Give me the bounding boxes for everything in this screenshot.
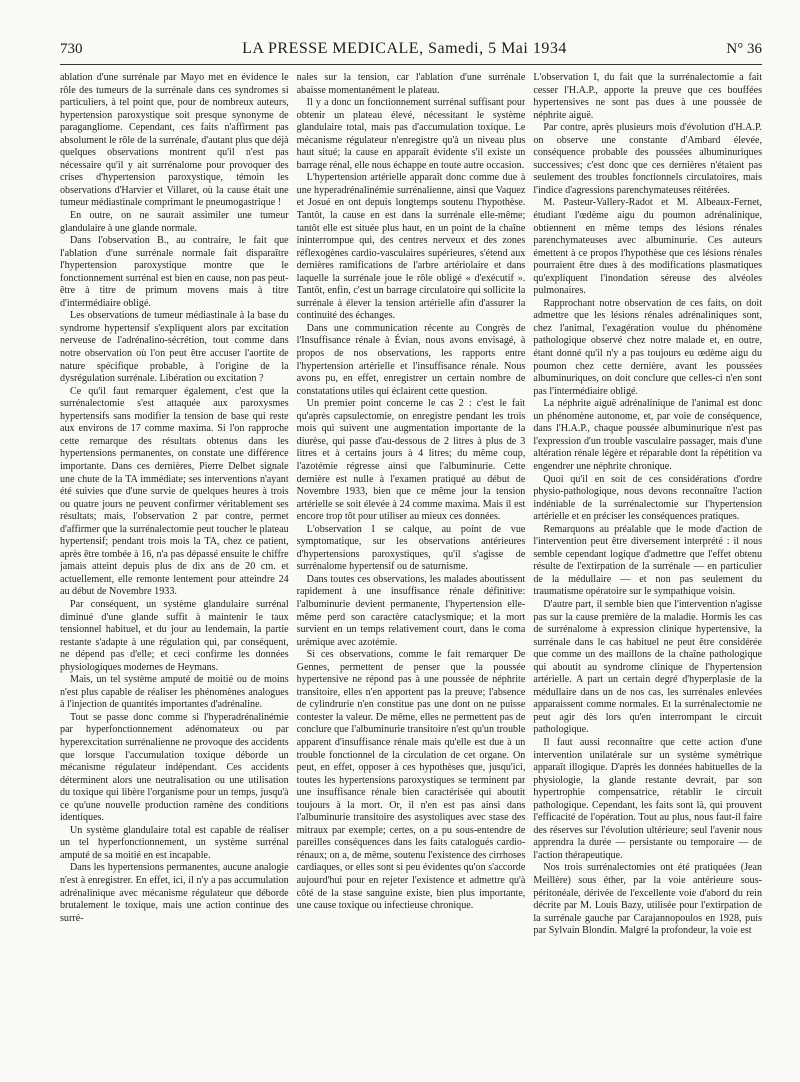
column-1 — [60, 72, 289, 1076]
paragraph: La néphrite aiguë adrénalinique de l'animal est donc un phénomène autonome, et, par voie de conséquence, dans l'H.A.P., chaque poussée albuminurique n'est pas l'expression d'un trouble vasculaire passager, mais d'une altération rénale légère et réparable dont la répétition va engendrer une néphrite chronique. — [533, 398, 762, 472]
paragraph: nales sur la tension, car l'ablation d'une surrénale abaisse momentanément le plateau. — [296, 72, 526, 96]
header-rule — [60, 64, 762, 65]
issue-number: N° 36 — [726, 41, 762, 57]
paragraph: L'observation I, du fait que la surrénalectomie a fait cesser l'H.A.P., apporte la preuve que ces bouffées hypertensives ne sont pas dues à une poussée de néphrite aiguë. — [533, 72, 762, 121]
paragraph: Un premier point concerne le cas 2 : c'est le fait qu'après capsulectomie, on enregistre pendant les trois mois qui suivent une augmentation importante de la diurèse, qui passe d'au-dessous de 2 litres à plus de 3 litres et à certains jours à 4 litres; du même coup, l'azotémie régresse ainsi que l'albuminurie. Cette dernière est nulle à l'examen pratiqué au début de Novembre 1933, bien que ce même jour la tension artérielle se soit élevée à 24 comme maxima. Mais il est encore trop tôt pour utiliser au mieux ces données. — [296, 398, 526, 523]
page-number: 730 — [60, 41, 83, 57]
paragraph: Dans l'observation B., au contraire, le fait que l'ablation d'une surrénale normale fait disparaître l'hypertension paroxystique montre que le fonctionnement surrénal est bien en cause, non pas peut-être à titre de primum movens mais à titre d'intermédiaire obligé. — [60, 235, 289, 309]
journal-title: LA PRESSE MEDICALE, Samedi, 5 Mai 1934 — [242, 40, 567, 57]
paragraph: Il faut aussi reconnaître que cette action d'une intervention unilatérale sur un système symétrique apparaît illogique. D'après les données habituelles de la physiologie, la glande restante devrait, par son hypertrophie compensatrice, rétablir le circuit pathologique. Cependant, les faits sont là, qui prouvent l'efficacité de l'opération. Tout au plus, nous faut-il faire des réserves sur l'évolution ultérieure; seul l'avenir nous apprendra la durée — persistante ou temporaire — de l'action thérapeutique. — [533, 736, 762, 861]
paragraph: Dans toutes ces observations, les malades aboutissent rapidement à une insuffisance rénale définitive: l'albuminurie devient permanente, l'hypertension elle-même perd son caractère cataclysmique; et la mort survient en un temps relativement court, dans le coma urémique avec azotémie. — [296, 573, 526, 648]
paragraph: D'autre part, il semble bien que l'intervention n'agisse pas sur la cause première de la maladie. Hormis les cas de surrénalome à expression clinique hypertensive, la surrénale dans le cas habituel ne peut être considérée que comme un des maillons de la chaîne pathologique qui aboutit au syndrome clinique de l'hypertension artérielle. A part un certain degré d'hyperplasie de la médullaire dans un de nos cas, les surrénales enlevées apparaissent comme normales. Et la surrénalectomie ne peut agir dès lors qu'en interrompant le circuit pathologique. — [533, 598, 762, 736]
column-2 — [297, 72, 526, 1076]
paragraph: Nos trois surrénalectomies ont été pratiquées (Jean Meillère) sous éther, par la voie antérieure sous-péritonéale, dérivée de l'excellente voie d'abord du rein décrite par M. Louis Bazy, utilisée pour l'extirpation de la surrénale gauche par Carajannopoulos en 1928, puis par Sylvain Blondin. Malgré la profondeur, la voie est — [533, 862, 762, 937]
paragraph: Si ces observations, comme le fait remarquer De Gennes, permettent de penser que la poussée hypertensive ne répond pas à une poussée de néphrite transitoire, elles n'en apportent pas la preuve; l'absence de cylindrurie n'en constitue pas une dont on ne puisse contester la valeur. De même, elles ne permettent pas de conclure que l'albuminurie transitoire n'est qu'un trouble apparent d'insuffisance rénale mais qu'elle est due à un trouble fonctionnel de la circulation de cet organe. On peut, en effet, opposer à ces hypothèses que, jusqu'ici, toutes les hypertensions paroxystiques se terminent par une insuffisance rénale bien caractérisée qui aboutit toujours à la mort. Or, il n'en est pas ainsi dans l'albuminurie transitoire des asystoliques avec stase des mitraux par exemple; certes, on a pu sous-entendre de pareilles conséquences dans les faits catalogués cardio-rénaux; on a, de même, soutenu l'existence des cirrhoses cardiaques, or elles sont si peu évidentes qu'on s'accorde aujourd'hui pour en rejeter l'existence et admettre qu'à côté de la stase sanguine existe, bien plus importante, une cause toxique ou infectieuse chronique. — [296, 649, 526, 912]
paragraph: M. Pasteur-Vallery-Radot et M. Albeaux-Fernet, étudiant l'œdème aigu du poumon adrénalinique, obtiennent en même temps des lésions rénales parenchymateuses avec albuminurie. Ces auteurs émettent à ce propos l'hypothèse que ces lésions rénales pourraient être dues à des modifications plasmatiques qu'expliquent l'inondation séreuse des alvéoles pulmonaires. — [533, 197, 762, 297]
paragraph: Tout se passe donc comme si l'hyperadrénalinémie par hyperfonctionnement adénomateux ou par hyperexcitation surrénalienne ne provoque des accidents que lorsque l'accumulation toxique déborde un mécanisme régulateur indépendant. Ces accidents déterminent alors une neutralisation ou une utilisation du toxique qui libère l'organisme pour un temps, jusqu'à ce qu'une nouvelle production ramène des conditions identiques. — [60, 711, 289, 824]
paragraph: Rapprochant notre observation de ces faits, on doit admettre que les lésions rénales adrénaliniques sont, chez l'animal, l'exagération voulue du phénomène pathologique observé chez notre malade et, en outre, étant donné qu'il n'y a pas toujours eu œdème aigu du poumon chez cette dernière, avant les poussées albuminuriques, on doit conclure que celles-ci n'en sont pas l'intermédiaire obligé. — [533, 297, 762, 397]
paragraph: Par conséquent, un système glandulaire surrénal diminué d'une glande suffit à maintenir le taux tensionnel habituel, et du jour au lendemain, la partie restante s'adapte à une régulation qui, par conséquent, ne dépend pas d'elle; et ceci confirme les données physiologiques modernes de Heymans. — [60, 598, 289, 673]
paragraph: En outre, on ne saurait assimiler une tumeur glandulaire à une glande normale. — [60, 210, 289, 234]
paragraph: Il y a donc un fonctionnement surrénal suffisant pour obtenir un plateau élevé, nécessitant le système glandulaire total, mais pas d'accumulation toxique. Le mécanisme régulateur n'enregistre qu'à un niveau plus haut situé; la cause en apparaît évidente s'il existe un barrage rénal, elle nous échappe en toute autre occasion. — [296, 97, 526, 171]
paragraph: ablation d'une surrénale par Mayo met en évidence le rôle des tumeurs de la surrénale dans ces syndromes si particuliers, à tel point que, pour de nombreux auteurs, hypertension paroxystique soit presque synonyme de paragangliome. Cependant, ces faits n'affirment pas absolument le rôle de la surrénale, d'autant plus que déjà quelques observations montrent qu'il n'est pas nécessaire qu'il y ait surrénalome pour provoquer des crises d'hypertension paroxystique, témoin les observations d'Harvier et Villaret, où la cause était une tumeur médiastinale comprimant le pneumogastrique ! — [60, 72, 289, 209]
column-3 — [533, 72, 762, 1076]
paragraph: Par contre, après plusieurs mois d'évolution d'H.A.P. on observe une constante d'Ambard élevée, conséquence probable des poussées albuminuriques successives; c'est donc que ces dernières n'étaient pas seulement des troubles fonctionnels circulatoires, mais l'indice d'agressions parenchymateuses réitérées. — [533, 122, 762, 196]
paragraph: Ce qu'il faut remarquer également, c'est que la surrénalectomie s'est attaquée aux paroxysmes hypertensifs sans modifier la tension de base qui reste aux environs de 17 comme maxima. Si l'on rapproche cette remarque des résultats obtenus dans les hypertensions permanentes, on constate une différence importante. Dans ces dernières, Pierre Delbet signale une chute de la TA immédiate; ses interventions n'ayant été suivies que d'une survie de quelques heures à trois ou quatre jours ne peuvent confirmer véritablement ses résultats; mais, l'observation 2 par contre, permet d'affirmer que la surrénalectomie peut toucher le plateau hypertensif; pendant trois mois la TA, chez ce patient, après être tombée à 16, n'a pas dépassé ensuite le chiffre jamais atteint depuis plus de dix ans de 20 cm. et actuellement, elle remonte lentement pour atteindre 24 au début de Novembre 1933. — [60, 385, 289, 598]
paragraph: Remarquons au préalable que le mode d'action de l'intervention peut être diversement interprété : il nous semble cependant logique d'admettre que l'effet obtenu résulte de l'extirpation de la surrénale — en particulier de la médullaire — et non pas seulement du traumatisme opératoire sur le sympathique voisin. — [533, 523, 762, 598]
paragraph: Dans les hypertensions permanentes, aucune analogie n'est à enregistrer. En effet, ici, il n'y a pas accumulation adrénalinique avec mécanisme régulateur que déborde brutalement le toxique, mais une action continue des surré- — [60, 862, 289, 924]
paragraph: L'observation I se calque, au point de vue symptomatique, sur les observations antérieures d'hypertensions paroxystiques, qu'il s'agisse de surrénalome hypertensif ou de saturnisme. — [296, 523, 526, 573]
paragraph: Les observations de tumeur médiastinale à la base du syndrome hypertensif s'expliquent alors par excitation nerveuse de l'adrénalino-sécrétion, tout comme dans notre observation où l'on peut être accuser l'aortite de nature spécifique probable, à l'origine de la dysrégulation surrénale. Libération ou excitation ? — [60, 310, 289, 385]
article-body — [60, 72, 762, 1076]
paragraph: Dans une communication récente au Congrès de l'Insuffisance rénale à Évian, nous avons envisagé, à propos de nos observations, les rapports entre l'hypertension artérielle et l'insuffisance rénale. Nous avons pu, en effet, enregistrer un certain nombre de constatations utiles qui éclairent cette question. — [296, 322, 526, 397]
paragraph: Quoi qu'il en soit de ces considérations d'ordre physio-pathologique, nous devons reconnaître l'action indéniable de la surrénalectomie sur l'hypertension artérielle et en préciser les conséquences pratiques. — [533, 473, 762, 523]
paragraph: Mais, un tel système amputé de moitié ou de moins n'est plus capable de réaliser les phénomènes analogues à l'injection de quantités importantes d'adrénaline. — [60, 674, 289, 711]
paragraph: L'hypertension artérielle apparaît donc comme due à une hyperadrénalinémie surrénalienne, ainsi que Vaquez et Josué en ont depuis longtemps soutenu l'hypothèse. Tantôt, la cause en est dans la surrénale elle-même; tantôt elle est située plus haut, en un point de la chaîne ininterrompue qui, des centres nerveux et des zones réflexogènes cardio-vasculaires supérieures, s'étend aux dernières ramifications de l'arbre artériolaire et dans laquelle la surrénale joue le rôle obligé « d'exécutif ». Tantôt, enfin, c'est un barrage circulatoire qui sollicite la surrénale à élever la tension artérielle afin d'assurer la continuité des échanges. — [296, 172, 526, 322]
paragraph: Un système glandulaire total est capable de réaliser un tel hyperfonctionnement, un système surrénal amputé de sa moitié en est incapable. — [60, 824, 289, 861]
